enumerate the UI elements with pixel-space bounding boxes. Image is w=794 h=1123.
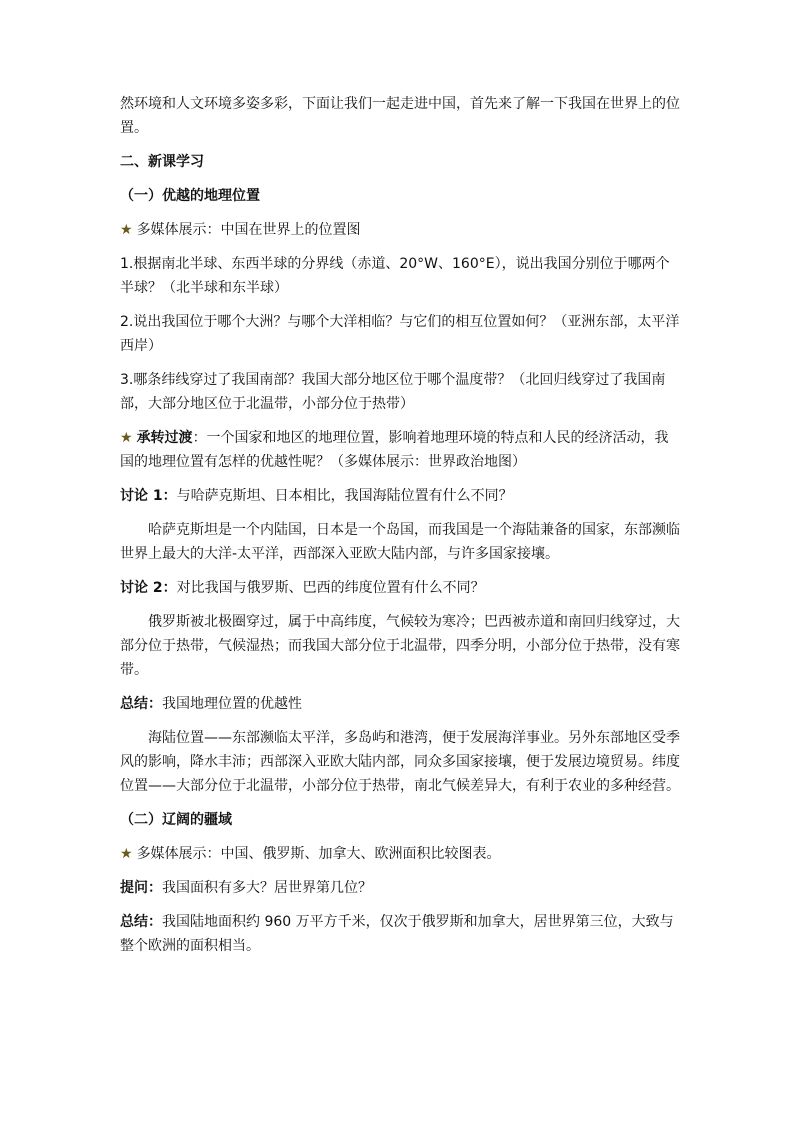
summary-2	[120, 910, 680, 958]
question-prompt-text: 我国面积有多大？居世界第几位？	[162, 880, 372, 896]
discussion-1-text: 与哈萨克斯坦、日本相比，我国海陆位置有什么不同？	[176, 488, 513, 504]
media-note-2	[120, 842, 680, 866]
discussion-2-text: 对比我国与俄罗斯、巴西的纬度位置有什么不同？	[176, 580, 485, 596]
discussion-1-answer: 哈萨克斯坦是一个内陆国，日本是一个岛国，而我国是一个海陆兼备的国家，东部濒临世界上最大的大洋-太平洋，西部深入亚欧大陆内部，与许多国家接壤。	[120, 522, 680, 562]
star-icon: ★	[120, 222, 133, 238]
summary-1-label: 总结：	[120, 696, 162, 712]
transition-paragraph	[120, 426, 680, 474]
discussion-1-label: 讨论 1：	[120, 488, 177, 504]
section-title: 二、新课学习	[120, 154, 204, 170]
star-icon: ★	[120, 430, 133, 446]
transition-text: ：一个国家和地区的地理位置，影响着地理环境的特点和人民的经济活动，我国的地理位置有怎样的优越性呢？（多媒体展示：世界政治地图）	[120, 430, 669, 470]
question-prompt	[120, 876, 680, 900]
summary-1	[120, 692, 680, 716]
transition-label: 承转过渡	[136, 430, 193, 446]
discussion-2-label: 讨论 2：	[120, 580, 177, 596]
summary-1-text: 我国地理位置的优越性	[162, 696, 302, 712]
question-2: 2.说出我国位于哪个大洲？与哪个大洋相临？与它们的相互位置如何？（亚洲东部，太平洋西岸）	[120, 314, 680, 354]
star-icon: ★	[120, 846, 133, 862]
subsection-title-territory: （二）辽阔的疆域	[120, 812, 232, 828]
document-page	[120, 92, 680, 958]
summary-2-label: 总结：	[120, 914, 162, 930]
media-text-2: 多媒体展示：中国、俄罗斯、加拿大、欧洲面积比较图表。	[136, 846, 501, 862]
media-text-1: 多媒体展示：中国在世界上的位置图	[136, 222, 361, 238]
question-3: 3.哪条纬线穿过了我国南部？我国大部分地区位于哪个温度带？（北回归线穿过了我国南部，大部分地区位于北温带，小部分位于热带）	[120, 372, 666, 412]
discussion-2	[120, 576, 680, 600]
intro-paragraph: 然环境和人文环境多姿多彩，下面让我们一起走进中国，首先来了解一下我国在世界上的位置。	[120, 96, 680, 136]
subsection-title-location: （一）优越的地理位置	[120, 188, 260, 204]
question-1: 1.根据南北半球、东西半球的分界线（赤道、20°W、160°E），说出我国分别位于哪两个半球？（北半球和东半球）	[120, 256, 670, 296]
question-prompt-label: 提问：	[120, 880, 162, 896]
discussion-2-answer: 俄罗斯被北极圈穿过，属于中高纬度，气候较为寒冷；巴西被赤道和南回归线穿过，大部分位于热带，气候湿热；而我国大部分位于北温带，四季分明，小部分位于热带，没有寒带。	[120, 614, 680, 678]
summary-2-text: 我国陆地面积约 960 万平方千米，仅次于俄罗斯和加拿大，居世界第三位，大致与整个欧洲的面积相当。	[120, 914, 674, 954]
media-note-1	[120, 218, 680, 242]
discussion-1	[120, 484, 680, 508]
summary-1-answer: 海陆位置——东部濒临太平洋，多岛屿和港湾，便于发展海洋事业。另外东部地区受季风的影响，降水丰沛；西部深入亚欧大陆内部，同众多国家接壤，便于发展边境贸易。纬度位置——大部分位于北温带，小部分位于热带，南北气候差异大，有利于农业的多种经营。	[120, 730, 680, 794]
